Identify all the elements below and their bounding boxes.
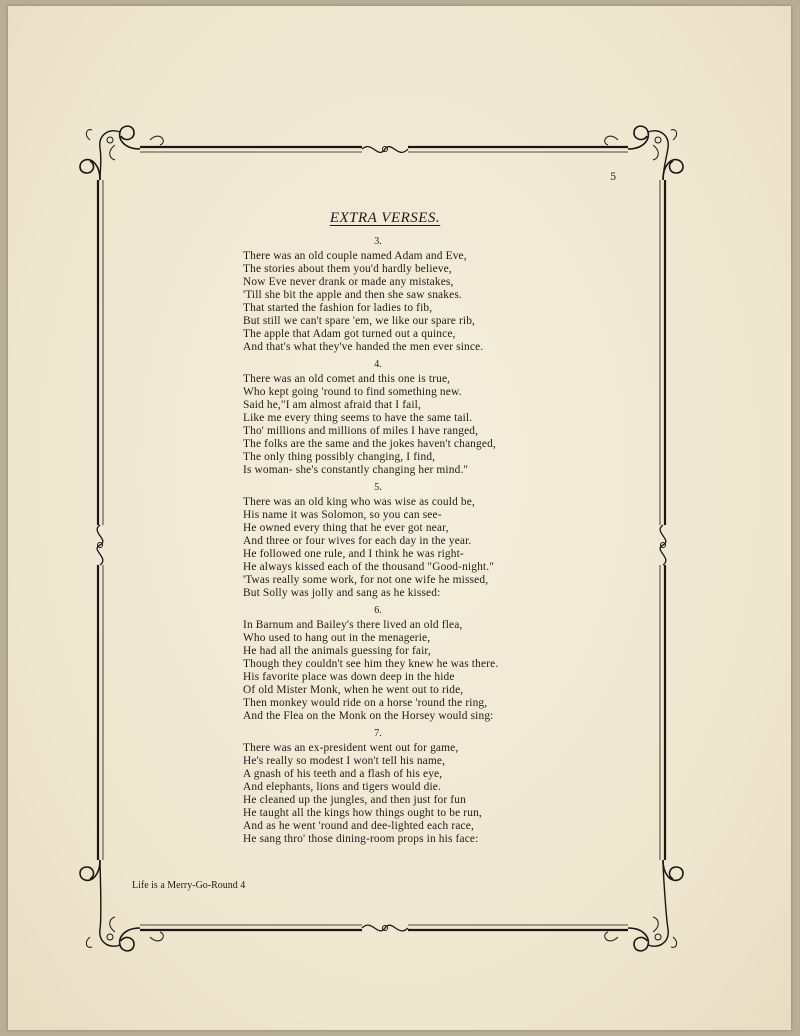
- verse-line: A gnash of his teeth and a flash of his eye,: [243, 768, 443, 780]
- verse-line: And the Flea on the Monk on the Horsey would sing:: [243, 710, 494, 722]
- verse-line: The apple that Adam got turned out a quince,: [243, 328, 456, 340]
- verse-line: Then monkey would ride on a horse 'round the ring,: [243, 697, 488, 709]
- verse: [243, 726, 573, 846]
- verse-line: He sang thro' those dining-room props in his face:: [243, 833, 479, 845]
- verses-block: [243, 232, 573, 849]
- verse: [243, 603, 573, 723]
- verse-number: 3.: [374, 236, 382, 247]
- footer-song-title: Life is a Merry-Go-Round 4: [132, 880, 246, 891]
- verse: [243, 234, 573, 354]
- verse-line: Said he,"I am almost afraid that I fail,: [243, 399, 421, 411]
- verse-line: There was an old comet and this one is true,: [243, 373, 451, 385]
- verse-line: But still we can't spare 'em, we like our spare rib,: [243, 315, 476, 327]
- verse-line: 'Till she bit the apple and then she saw snakes.: [243, 289, 462, 301]
- verse-line: Who used to hang out in the menagerie,: [243, 632, 431, 644]
- verse-line: In Barnum and Bailey's there lived an old flea,: [243, 619, 463, 631]
- verse-number: 4.: [374, 359, 382, 370]
- verse-line: But Solly was jolly and sang as he kissed:: [243, 587, 441, 599]
- verse-line: He's really so modest I won't tell his name,: [243, 755, 446, 767]
- verse-number: 7.: [374, 728, 382, 739]
- verse-line: He followed one rule, and I think he was right-: [243, 548, 464, 560]
- verse-line: His favorite place was down deep in the hide: [243, 671, 455, 683]
- verse-line: There was an old couple named Adam and Eve,: [243, 250, 467, 262]
- verse: [243, 480, 573, 600]
- verse-line: His name it was Solomon, so you can see-: [243, 509, 442, 521]
- verse-line: The only thing possibly changing, I find,: [243, 451, 436, 463]
- verse-line: And that's what they've handed the men ever since.: [243, 341, 484, 353]
- verse-line: Though they couldn't see him they knew he was there.: [243, 658, 499, 670]
- verse-line: The stories about them you'd hardly believe,: [243, 263, 452, 275]
- verse-line: He cleaned up the jungles, and then just for fun: [243, 794, 466, 806]
- verse-line: Of old Mister Monk, when he went out to ride,: [243, 684, 464, 696]
- verse-line: There was an ex-president went out for game,: [243, 742, 459, 754]
- verse: [243, 357, 573, 477]
- verse-line: He had all the animals guessing for fair,: [243, 645, 431, 657]
- verse-line: And as he went 'round and dee-lighted each race,: [243, 820, 474, 832]
- page-title: EXTRA VERSES.: [329, 210, 441, 226]
- verse-line: Like me every thing seems to have the same tail.: [243, 412, 473, 424]
- verse-line: And three or four wives for each day in the year.: [243, 535, 472, 547]
- verse-number: 6.: [374, 605, 382, 616]
- verse-line: And elephants, lions and tigers would die.: [243, 781, 442, 793]
- verse-line: Who kept going 'round to find something new.: [243, 386, 462, 398]
- page-number: 5: [610, 172, 617, 183]
- verse-line: 'Twas really some work, for not one wife he missed,: [243, 574, 489, 586]
- verse-number: 5.: [374, 482, 382, 493]
- verse-line: There was an old king who was wise as could be,: [243, 496, 475, 508]
- verse-line: Is woman- she's constantly changing her mind.": [243, 464, 469, 476]
- verse-line: Now Eve never drank or made any mistakes,: [243, 276, 454, 288]
- verse-line: He taught all the kings how things ought to be run,: [243, 807, 482, 819]
- verse-line: Tho' millions and millions of miles I have ranged,: [243, 425, 479, 437]
- verse-line: He always kissed each of the thousand "Good-night.": [243, 561, 495, 573]
- verse-line: The folks are the same and the jokes haven't changed,: [243, 438, 496, 450]
- verse-line: He owned every thing that he ever got near,: [243, 522, 449, 534]
- verse-line: That started the fashion for ladies to fib,: [243, 302, 433, 314]
